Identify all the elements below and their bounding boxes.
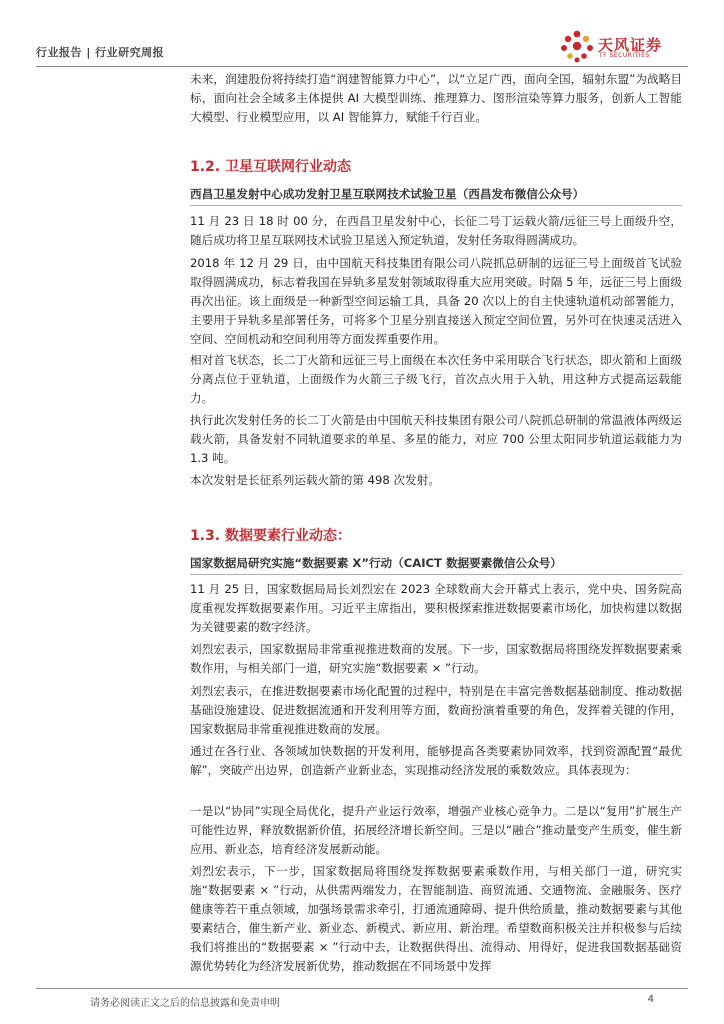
logo-chinese-name: 天风证券 [598,36,663,54]
paragraph-text: 执行此次发射任务的长二丁火箭是由中国航天科技集团有限公司八院抓总研制的常温液体两级运载火箭，具备发射不同轨道要求的单星、多星的能力，对应 700 公里太阳同步轨道运载能力为 1.3 吨。 [190,413,682,465]
page-number: 4 [647,994,654,1005]
intro-paragraph [190,70,682,127]
paragraph-text: 本次发射是长征系列运载火箭的第 498 次发射。 [190,473,440,487]
paragraph-text: 刘烈宏表示，下一步，国家数据局将围绕发挥数据要素乘数作用，与相关部门一道，研究实施“数据要素 × ”行动，从供需两端发力，在智能制造、商贸流通、交通物流、金融服务、医疗健康等若干重点领域，加强场景需求牵引，打通流通障碍、提升供给质量，推动数据要素与其他要素结合，催生新产业、新业态、新模式、新应用、新治理。希望数商积极关注并积极参与后续我们将推出的“数据要素 × ”行动中去，让数据供得出、流得动、用得好，促进我国数据基础资源优势转化为经济发展新优势，推动数据在不同场景中发挥 [190,864,682,973]
paragraph-text: 刘烈宏表示，国家数据局非常重视推进数商的发展。下一步，国家数据局将围绕发挥数据要素乘数作用，与相关部门一道，研究实施“数据要素 × ”行动。 [190,642,682,675]
logo-english-name: TF SECURITIES [599,52,650,59]
paragraph-text: 刘烈宏表示，在推进数据要素市场化配置的过程中，特别是在丰富完善数据基础制度、推动数据基础设施建设、促进数据流通和开发利用等方面，数商扮演着重要的角色，发挥着关键的作用，国家数据局非常重视推进数商的发展。 [190,684,682,736]
paragraph [190,802,682,859]
report-category: 行业报告 | 行业研究周报 [36,46,165,59]
subtitle-data-elements: 国家数据局研究实施“数据要素 X”行动（CAICT 数据要素微信公众号） [190,555,682,575]
paragraph-text: 2018 年 12 月 29 日，由中国航天科技集团有限公司八院抓总研制的远征三号上面级首飞试验取得圆满成功，标志着我国在异轨多星发射领域取得重大应用突破。时隔 5 年，远征三号上面级再次出征。该上面级是一种新型空间运输工具，具备 20 次以上的自主快速轨道机动部署能力，主要用于异轨多星部署任务，可将多个卫星分别直接送入预定空间位置，另外可在快速灵活进入空间、空间机动和空间利用等方面发挥重要作用。 [190,256,682,346]
paragraph-text: 11 月 23 日 18 时 00 分，在西昌卫星发射中心，长征二号丁运载火箭/远征三号上面级升空，随后成功将卫星互联网技术试验卫星送入预定轨道，发射任务取得圆满成功。 [190,214,682,247]
footer-divider [36,988,688,989]
section-title-satellite: 1.2. 卫星互联网行业动态 [190,159,351,175]
paragraph-text: 11 月 25 日，国家数据局局长刘烈宏在 2023 全球数商大会开幕式上表示，党中央、国务院高度重视发挥数据要素作用。习近平主席指出，要积极探索推进数据要素市场化，加快构建以数据为关键要素的数字经济。 [190,582,682,634]
paragraph [190,212,682,250]
paragraph [190,411,682,468]
paragraph-text: 通过在各行业、各领域加快数据的开发利用，能够提高各类要素协同效率，找到资源配置“最优解”，突破产出边界，创造新产业新业态，实现推动经济发展的乘数效应。具体表现为： [190,744,682,777]
paragraph [190,682,682,739]
subtitle-satellite: 西昌卫星发射中心成功发射卫星互联网技术试验卫星（西昌发布微信公众号） [190,186,682,206]
paragraph [190,580,682,637]
paragraph [190,351,682,408]
disclaimer-text: 请务必阅读正文之后的信息披露和免责申明 [90,998,280,1009]
intro-text: 未来，润建股份将持续打造“润建智能算力中心”，以“立足广西，面向全国，辐射东盟”为战略目标，面向社会全域多主体提供 AI 大模型训练、推理算力、图形渲染等算力服务，创新人工智能大模型、行业模型应用，以 AI 智能算力，赋能千行百业。 [190,72,682,124]
page-footer [36,988,688,1018]
page-header [36,30,688,68]
paragraph [190,471,682,490]
company-logo [558,30,688,64]
paragraph-text: 一是以“协同”实现全局优化，提升产业运行效率，增强产业核心竞争力。二是以“复用”扩展生产可能性边界，释放数据新价值，拓展经济增长新空间。三是以“融合”推动量变产生质变，催生新应用、新业态，培育经济发展新动能。 [190,804,682,856]
paragraph [190,640,682,678]
header-divider [36,66,688,67]
paragraph [190,742,682,780]
paragraph [190,862,682,976]
logo-mark-icon [558,30,596,64]
paragraph-text: 相对首飞状态，长二丁火箭和远征三号上面级在本次任务中采用联合飞行状态，即火箭和上面级分离点位于亚轨道，上面级作为火箭三子级飞行，首次点火用于入轨，用这种方式提高运载能力。 [190,353,682,405]
section-title-data-elements: 1.3. 数据要素行业动态： [190,528,351,544]
paragraph [190,254,682,349]
